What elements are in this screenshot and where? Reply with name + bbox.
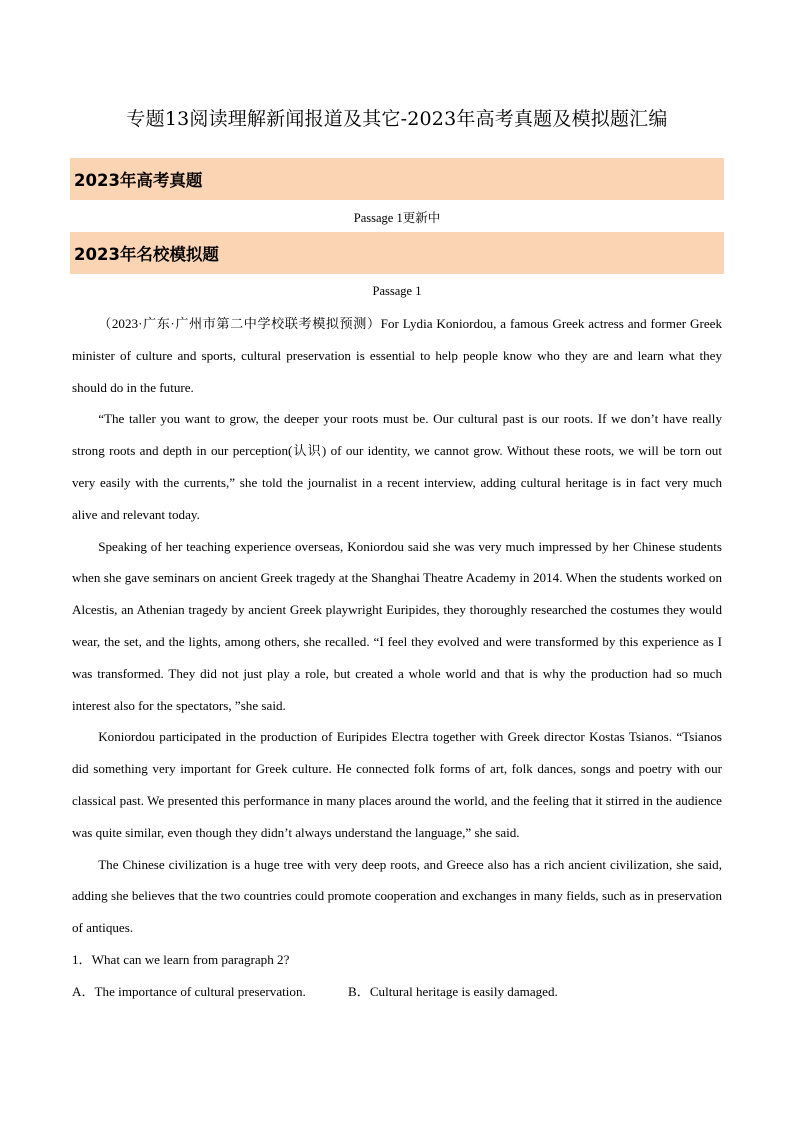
passage-body	[72, 308, 722, 1008]
paragraph-5: The Chinese civilization is a huge tree with very deep roots, and Greece also has a rich ancient civilization, she said, adding she believes that the two countries could promote cooperation and exchanges in many fields, such as in preservation of antiques.	[72, 856, 722, 936]
section-heading-mock	[70, 232, 724, 274]
paragraph-4: Koniordou participated in the production of Euripides Electra together with Greek director Kostas Tsianos. “Tsianos did something very important for Greek culture. He connected folk forms of art, folk dances, songs and poetry with our classical past. We presented this performance in many places around the world, and the feeling that it stirred in the audience was quite similar, even though they didn’t always understand the language,” she said.	[72, 729, 722, 840]
section-heading-gaokao-label: 2023年高考真题	[74, 171, 203, 190]
option-b: B．Cultural heritage is easily damaged.	[348, 983, 558, 999]
paragraph-2: “The taller you want to grow, the deeper your roots must be. Our cultural past is our roots. If we don’t have really strong roots and depth in our perception(认识) of our identity, we cannot grow. Without these roots, we will be torn out very easily with the currents,” she told the journalist in a recent interview, adding cultural heritage is in fact very much alive and relevant today.	[72, 411, 722, 522]
page-title: 专题13阅读理解新闻报道及其它-2023年高考真题及模拟题汇编	[126, 108, 668, 130]
passage-title: Passage 1	[372, 284, 422, 298]
option-a: A．The importance of cultural preservation.	[72, 983, 306, 999]
paragraph-1: （2023·广东·广州市第二中学校联考模拟预测）For Lydia Koniordou, a famous Greek actress and former Greek minister of culture and sports, cultural preservation is essential to help people know who they are and learn what they should do in the future.	[72, 316, 722, 395]
question-stem: 1．What can we learn from paragraph 2?	[72, 951, 290, 967]
passage-update-note: Passage 1更新中	[353, 211, 441, 225]
paragraph-3: Speaking of her teaching experience overseas, Koniordou said she was very much impressed by her Chinese students when she gave seminars on ancient Greek tragedy at the Shanghai Theatre Academy in 2014. When the students worked on Alcestis, an Athenian tragedy by ancient Greek playwright Euripides, they thoroughly researched the costumes they would wear, the set, and the lights, among others, she recalled. “I feel they evolved and were transformed by this experience as I was transformed. They did not just play a role, but created a whole world and that is why the production had so much interest also for the spectators, ”she said.	[72, 538, 722, 713]
section-heading-mock-label: 2023年名校模拟题	[74, 245, 219, 264]
section-heading-gaokao	[70, 158, 724, 200]
question-options	[72, 976, 722, 1008]
